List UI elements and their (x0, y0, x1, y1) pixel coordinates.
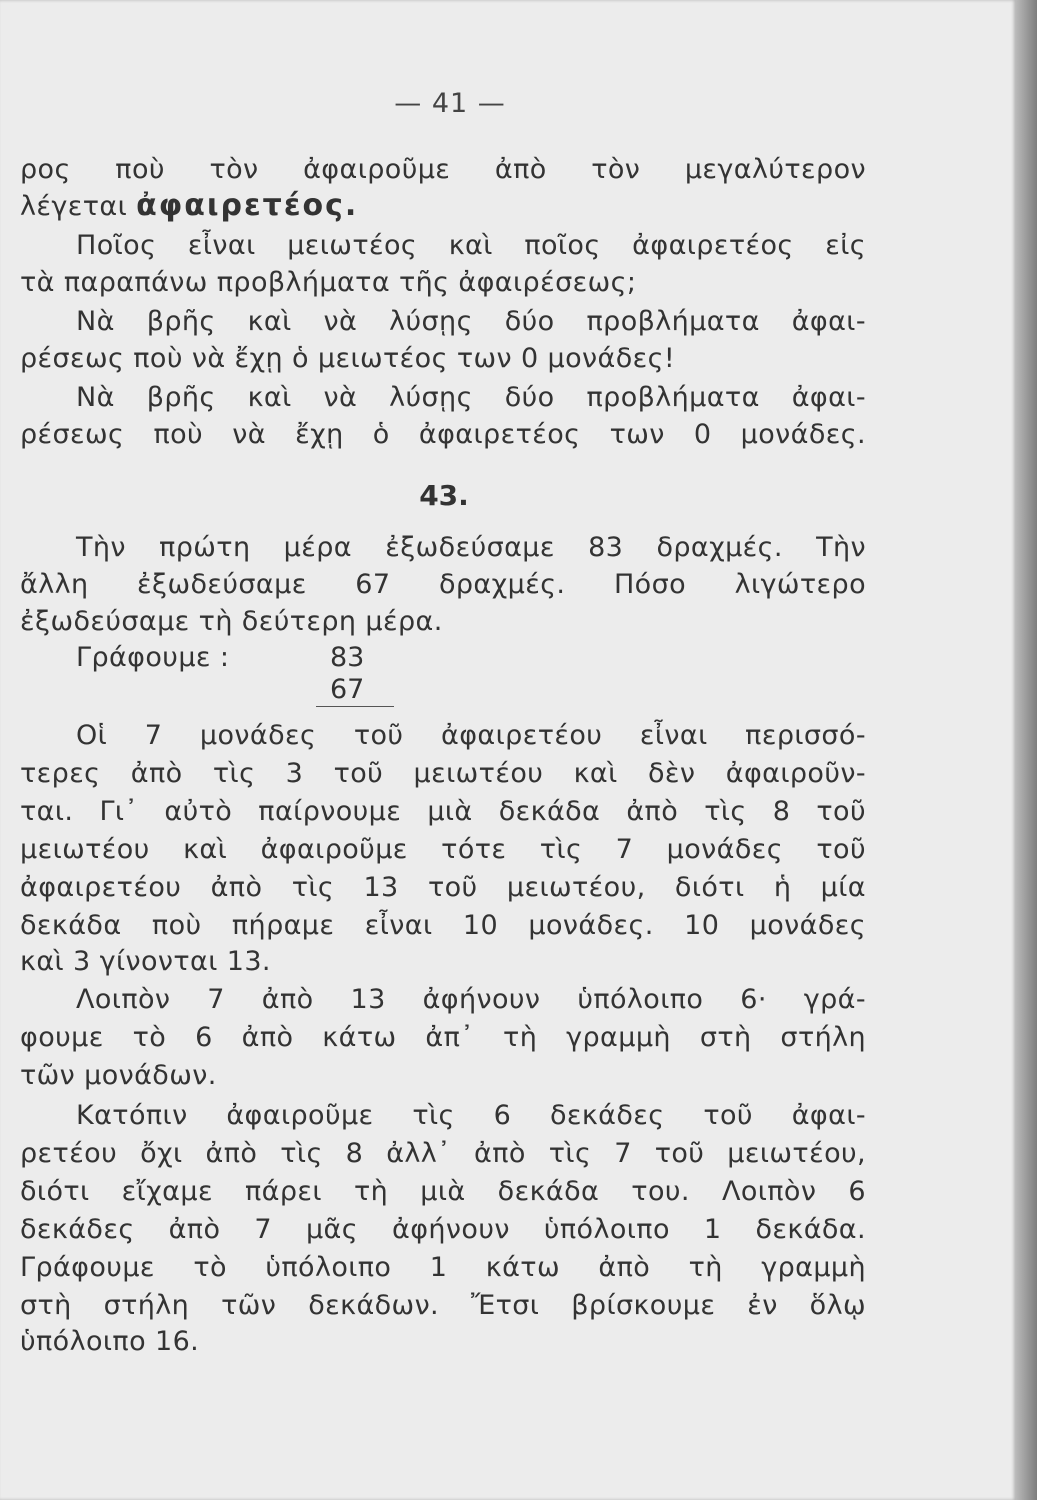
bold-term: ἀφαιρετέος. (136, 188, 359, 223)
text-line: μειωτέου καὶ ἀφαιροῦμε τότε τὶς 7 μονάδες τοῦ (20, 834, 866, 865)
text-line: ται. Γι᾽ αὐτὸ παίρνουμε μιὰ δεκάδα ἀπὸ τὶς 8 τοῦ (20, 796, 866, 827)
page-edge (1016, 0, 1037, 1500)
text-line: Νὰ βρῆς καὶ νὰ λύσῃς δύο προβλήματα ἀφαι- (76, 306, 866, 337)
text-line (20, 188, 866, 225)
text-line: τερες ἀπὸ τὶς 3 τοῦ μειωτέου καὶ δὲν ἀφαιροῦν- (20, 758, 866, 789)
text-line: ἀφαιρετέου ἀπὸ τὶς 13 τοῦ μειωτέου, διότι ἡ μία (20, 872, 866, 903)
text-line: ὑπόλοιπο 16. (20, 1326, 200, 1357)
text-line: Κατόπιν ἀφαιροῦμε τὶς 6 δεκάδες τοῦ ἀφαι- (76, 1100, 866, 1131)
text-line: Νὰ βρῆς καὶ νὰ λύσῃς δύο προβλήματα ἀφαι- (76, 382, 866, 413)
text-fragment: λέγεται (20, 191, 137, 222)
text-line: Γράφουμε τὸ ὑπόλοιπο 1 κάτω ἀπὸ τὴ γραμμὴ (20, 1252, 866, 1283)
text-line: στὴ στήλη τῶν δεκάδων. Ἔτσι βρίσκουμε ἐν ὅλῳ (20, 1290, 866, 1321)
text-line: ρέσεως ποὺ νὰ ἔχῃ ὁ μειωτέος των 0 μονάδες! (20, 343, 676, 374)
text-line: ρετέου ὄχι ἀπὸ τὶς 8 ἀλλ᾽ ἀπὸ τὶς 7 τοῦ μειωτέου, (20, 1138, 866, 1169)
text-line: ρέσεως ποὺ νὰ ἔχῃ ὁ ἀφαιρετέος των 0 μονάδες. (20, 419, 866, 450)
text-line: ἐξωδεύσαμε τὴ δεύτερη μέρα. (20, 606, 443, 637)
section-heading: 43. (419, 479, 469, 512)
text-line: τῶν μονάδων. (20, 1060, 217, 1091)
text-line: φουμε τὸ 6 ἀπὸ κάτω ἀπ᾽ τὴ γραμμὴ στὴ στήλη (20, 1022, 866, 1053)
subtraction-rule (316, 706, 394, 707)
subtrahend: 67 (330, 674, 365, 705)
text-line: ἄλλη ἐξωδεύσαμε 67 δραχμές. Πόσο λιγώτερο (20, 569, 866, 600)
calculation-label: Γράφουμε : (76, 642, 230, 673)
text-line: καὶ 3 γίνονται 13. (20, 946, 271, 977)
text-line: τὰ παραπάνω προβλήματα τῆς ἀφαιρέσεως; (20, 267, 637, 298)
text-line: ρος ποὺ τὸν ἀφαιροῦμε ἀπὸ τὸν μεγαλύτερον (20, 154, 866, 185)
text-line: Οἱ 7 μονάδες τοῦ ἀφαιρετέου εἶναι περισσό- (76, 720, 866, 751)
text-line: Λοιπὸν 7 ἀπὸ 13 ἀφήνουν ὑπόλοιπο 6· γρά- (76, 984, 866, 1015)
page-number: — 41 — (394, 88, 506, 119)
text-line: Ποῖος εἶναι μειωτέος καὶ ποῖος ἀφαιρετέος εἰς (76, 230, 866, 261)
text-line: διότι εἴχαμε πάρει τὴ μιὰ δεκάδα του. Λοιπὸν 6 (20, 1176, 866, 1207)
minuend: 83 (330, 642, 365, 673)
text-line: Τὴν πρώτη μέρα ἐξωδεύσαμε 83 δραχμές. Τὴν (76, 532, 866, 563)
text-line: δεκάδες ἀπὸ 7 μᾶς ἀφήνουν ὑπόλοιπο 1 δεκάδα. (20, 1214, 866, 1245)
text-line: δεκάδα ποὺ πήραμε εἶναι 10 μονάδες. 10 μονάδες (20, 910, 866, 941)
